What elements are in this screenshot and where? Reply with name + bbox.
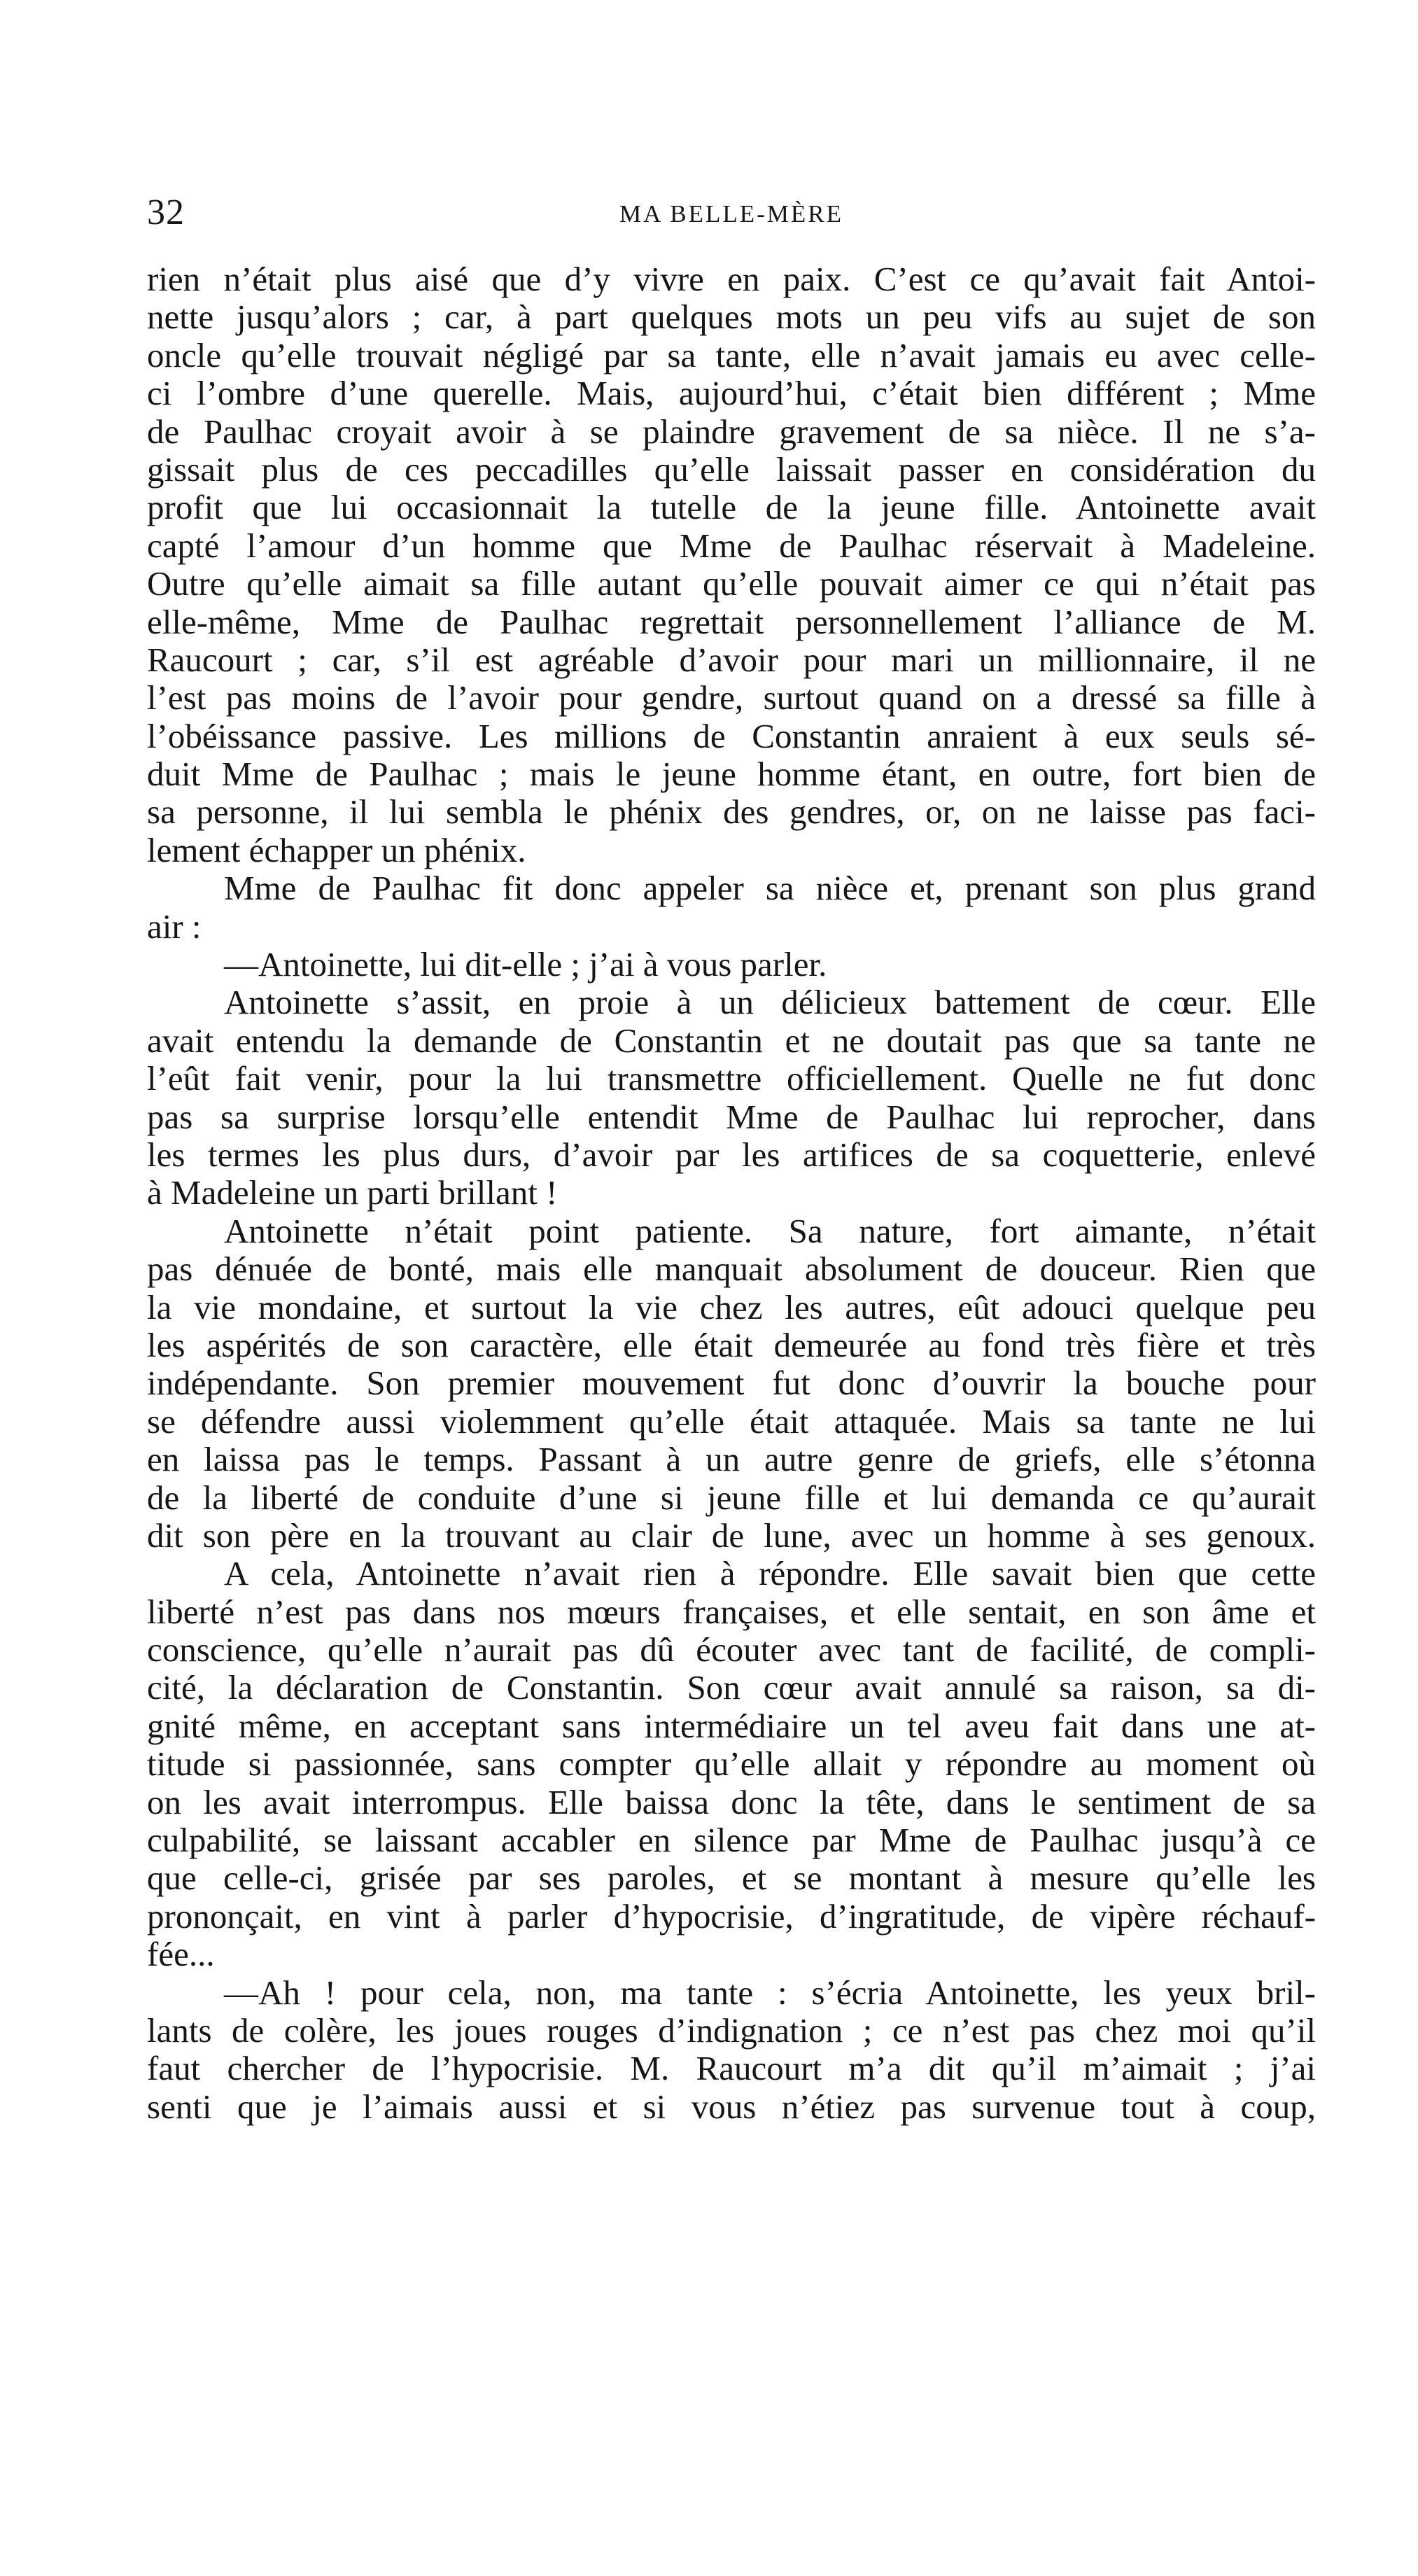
running-title: MA BELLE-MÈRE [619, 200, 843, 227]
text-line: la vie mondaine, et surtout la vie chez les autres, eût adouci quelque peu [147, 1288, 1316, 1326]
text-line: conscience, qu’elle n’aurait pas dû écouter avec tant de facilité, de compli- [147, 1631, 1316, 1670]
text-line: pas dénuée de bonté, mais elle manquait absolument de douceur. Rien que [147, 1250, 1316, 1289]
text-line: elle-même, Mme de Paulhac regrettait personnellement l’alliance de M. [147, 603, 1316, 641]
text-line: Antoinette s’assit, en proie à un délicieux battement de cœur. Elle [224, 983, 1316, 1022]
text-line: avait entendu la demande de Constantin et ne doutait pas que sa tante ne [147, 1021, 1316, 1060]
text-line: oncle qu’elle trouvait négligé par sa tante, elle n’avait jamais eu avec celle- [147, 336, 1316, 374]
text-line: gnité même, en acceptant sans intermédiaire un tel aveu fait dans une at- [147, 1707, 1316, 1745]
text-line: dit son père en la trouvant au clair de lune, avec un homme à ses genoux. [147, 1516, 1316, 1555]
text-line: faut chercher de l’hypocrisie. M. Raucourt m’a dit qu’il m’aimait ; j’ai [147, 2050, 1316, 2088]
text-line: l’obéissance passive. Les millions de Constantin anraient à eux seuls sé- [147, 717, 1316, 755]
text-line: titude si passionnée, sans compter qu’elle allait y répondre au moment où [147, 1745, 1316, 1784]
text-line: gissait plus de ces peccadilles qu’elle laissait passer en considération du [147, 450, 1316, 489]
text-line: l’est pas moins de l’avoir pour gendre, surtout quand on a dressé sa fille à [147, 679, 1316, 718]
text-line: se défendre aussi violemment qu’elle était attaquée. Mais sa tante ne lui [147, 1402, 1316, 1441]
text-line: l’eût fait venir, pour la lui transmettre officiellement. Quelle ne fut donc [147, 1060, 1316, 1098]
text-line: lants de colère, les joues rouges d’indignation ; ce n’est pas chez moi qu’il [147, 2011, 1316, 2050]
text-line: A cela, Antoinette n’avait rien à répondre. Elle savait bien que cette [224, 1555, 1316, 1593]
text-line: cité, la déclaration de Constantin. Son cœur avait annulé sa raison, sa di- [147, 1669, 1316, 1707]
text-line: Raucourt ; car, s’il est agréable d’avoir pour mari un millionnaire, il ne [147, 640, 1316, 679]
text-line: culpabilité, se laissant accabler en silence par Mme de Paulhac jusqu’à ce [147, 1821, 1316, 1860]
text-line: à Madeleine un parti brillant ! [147, 1174, 558, 1212]
text-line: capté l’amour d’un homme que Mme de Paulhac réservait à Madeleine. [147, 526, 1316, 565]
page-header [147, 190, 1316, 235]
text-line: —Antoinette, lui dit-elle ; j’ai à vous parler. [224, 946, 827, 984]
text-line: de Paulhac croyait avoir à se plaindre gravement de sa nièce. Il ne s’a- [147, 412, 1316, 451]
text-line: lement échapper un phénix. [147, 831, 526, 869]
text-line: —Ah ! pour cela, non, ma tante : s’écria Antoinette, les yeux bril- [224, 1973, 1316, 2012]
text-line: on les avait interrompus. Elle baissa donc la tête, dans le sentiment de sa [147, 1783, 1316, 1821]
text-line: nette jusqu’alors ; car, à part quelques mots un peu vifs au sujet de son [147, 298, 1316, 337]
body-text [147, 260, 1316, 2126]
text-line: en laissa pas le temps. Passant à un autre genre de griefs, elle s’étonna [147, 1441, 1316, 1479]
text-line: pas sa surprise lorsqu’elle entendit Mme de Paulhac lui reprocher, dans [147, 1098, 1316, 1136]
text-line: indépendante. Son premier mouvement fut donc d’ouvrir la bouche pour [147, 1364, 1316, 1403]
text-line: Antoinette n’était point patiente. Sa nature, fort aimante, n’était [224, 1212, 1316, 1250]
text-line: les termes les plus durs, d’avoir par les artifices de sa coquetterie, enlevé [147, 1135, 1316, 1174]
text-line: liberté n’est pas dans nos mœurs françaises, et elle sentait, en son âme et [147, 1592, 1316, 1631]
text-line: ci l’ombre d’une querelle. Mais, aujourd’hui, c’était bien différent ; Mme [147, 374, 1316, 413]
text-line: les aspérités de son caractère, elle était demeurée au fond très fière et très [147, 1326, 1316, 1364]
page-number: 32 [147, 192, 185, 232]
text-line: Mme de Paulhac fit donc appeler sa nièce et, prenant son plus grand [224, 869, 1316, 908]
text-line: prononçait, en vint à parler d’hypocrisie, d’ingratitude, de vipère réchauf- [147, 1897, 1316, 1935]
text-line: air : [147, 907, 202, 946]
text-line: sa personne, il lui sembla le phénix des gendres, or, on ne laisse pas faci- [147, 793, 1316, 832]
text-line: rien n’était plus aisé que d’y vivre en paix. C’est ce qu’avait fait Antoi- [147, 260, 1316, 298]
text-line: senti que je l’aimais aussi et si vous n’étiez pas survenue tout à coup, [147, 2087, 1316, 2126]
text-line: fée... [147, 1935, 215, 1974]
text-line: de la liberté de conduite d’une si jeune fille et lui demanda ce qu’aurait [147, 1478, 1316, 1517]
text-line: duit Mme de Paulhac ; mais le jeune homme étant, en outre, fort bien de [147, 755, 1316, 794]
text-line: que celle-ci, grisée par ses paroles, et se montant à mesure qu’elle les [147, 1859, 1316, 1898]
text-line: profit que lui occasionnait la tutelle de la jeune fille. Antoinette avait [147, 489, 1316, 527]
text-line: Outre qu’elle aimait sa fille autant qu’elle pouvait aimer ce qui n’était pas [147, 565, 1316, 603]
